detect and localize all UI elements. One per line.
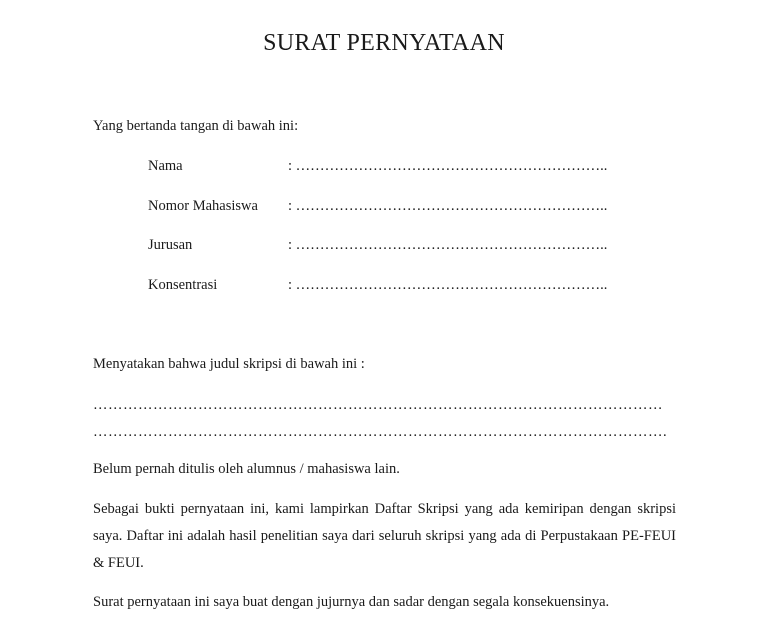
field-label-nama: Nama: [148, 158, 183, 174]
field-value-konsentrasi: : ………………………………………………………..: [288, 277, 608, 293]
field-value-nama: : ………………………………………………………..: [288, 158, 608, 174]
not-written-text: Belum pernah ditulis oleh alumnus / mahasiswa lain.: [93, 461, 400, 477]
thesis-title-line-1: ……………………………………………………………………………………………………: [93, 397, 663, 413]
field-label-konsentrasi: Konsentrasi: [148, 277, 218, 293]
thesis-title-line-2: …………………………………………………………………………………………………….: [93, 424, 668, 440]
field-label-nomor-mahasiswa: Nomor Mahasiswa: [148, 198, 258, 214]
field-value-nomor-mahasiswa: : ………………………………………………………..: [288, 198, 608, 214]
field-label-jurusan: Jurusan: [148, 237, 193, 253]
statement-text: Menyatakan bahwa judul skripsi di bawah ini :: [93, 356, 365, 372]
intro-text: Yang bertanda tangan di bawah ini:: [93, 118, 299, 134]
evidence-paragraph: Sebagai bukti pernyataan ini, kami lampirkan Daftar Skripsi yang ada kemiripan dengan skripsi saya. Daftar ini adalah hasil penelitian saya dari seluruh skripsi yang ada di Perpustakaan PE-FEUI & FEUI.: [93, 501, 676, 571]
closing-text: Surat pernyataan ini saya buat dengan jujurnya dan sadar dengan segala konsekuensinya.: [93, 594, 610, 610]
field-value-jurusan: : ………………………………………………………..: [288, 237, 608, 253]
document-title: SURAT PERNYATAAN: [263, 30, 505, 56]
